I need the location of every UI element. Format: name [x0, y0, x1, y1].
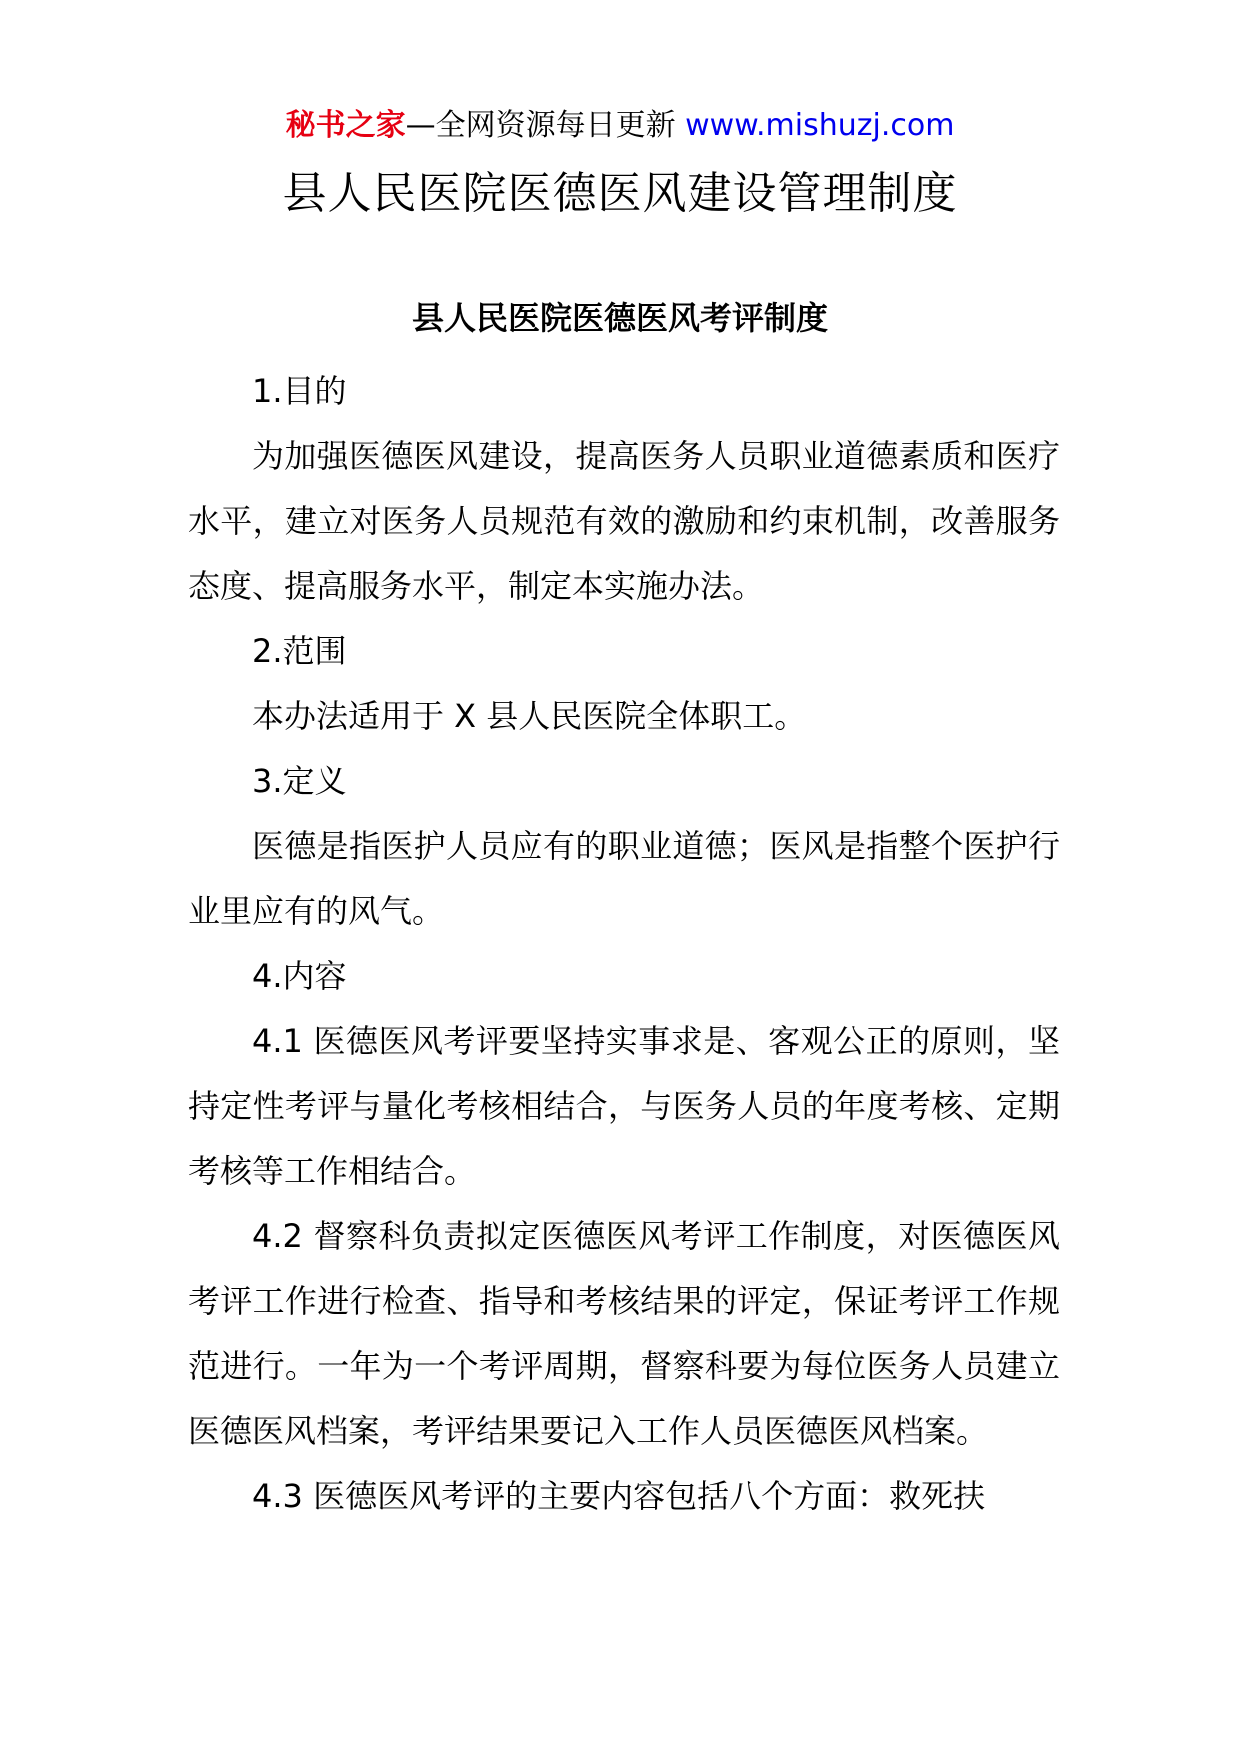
paragraph-purpose: 为加强医德医风建设，提高医务人员职业道德素质和医疗水平，建立对医务人员规范有效的激励和约束机制，改善服务态度、提高服务水平，制定本实施办法。 [188, 437, 1060, 605]
document-title: 县人民医院医德医风建设管理制度 [282, 168, 958, 219]
paragraph-scope: 本办法适用于 X 县人民医院全体职工。 [252, 697, 807, 735]
brand-name: 秘书之家 [285, 108, 406, 143]
heading-scope: 2.范围 [252, 632, 347, 670]
paragraph-4-1: 4.1 医德医风考评要坚持实事求是、客观公正的原则，坚持定性考评与量化考核相结合，与医务人员的年度考核、定期考核等工作相结合。 [188, 1022, 1060, 1190]
site-banner [0, 104, 1240, 148]
heading-content: 4.内容 [252, 957, 347, 995]
heading-definition: 3.定义 [252, 762, 347, 800]
paragraph-definition: 医德是指医护人员应有的职业道德；医风是指整个医护行业里应有的风气。 [188, 827, 1060, 930]
paragraph-4-2: 4.2 督察科负责拟定医德医风考评工作制度，对医德医风考评工作进行检查、指导和考核结果的评定，保证考评工作规范进行。一年为一个考评周期，督察科要为每位医务人员建立医德医风档案，考评结果要记入工作人员医德医风档案。 [188, 1217, 1060, 1450]
site-url-link[interactable]: www.mishuzj.com [685, 108, 955, 143]
section-title: 县人民医院医德医风考评制度 [411, 299, 828, 337]
banner-tagline: —全网资源每日更新 [405, 108, 676, 143]
paragraph-4-3: 4.3 医德医风考评的主要内容包括八个方面：救死扶 [252, 1477, 986, 1515]
heading-purpose: 1.目的 [252, 372, 347, 410]
document-body [188, 359, 1060, 1529]
